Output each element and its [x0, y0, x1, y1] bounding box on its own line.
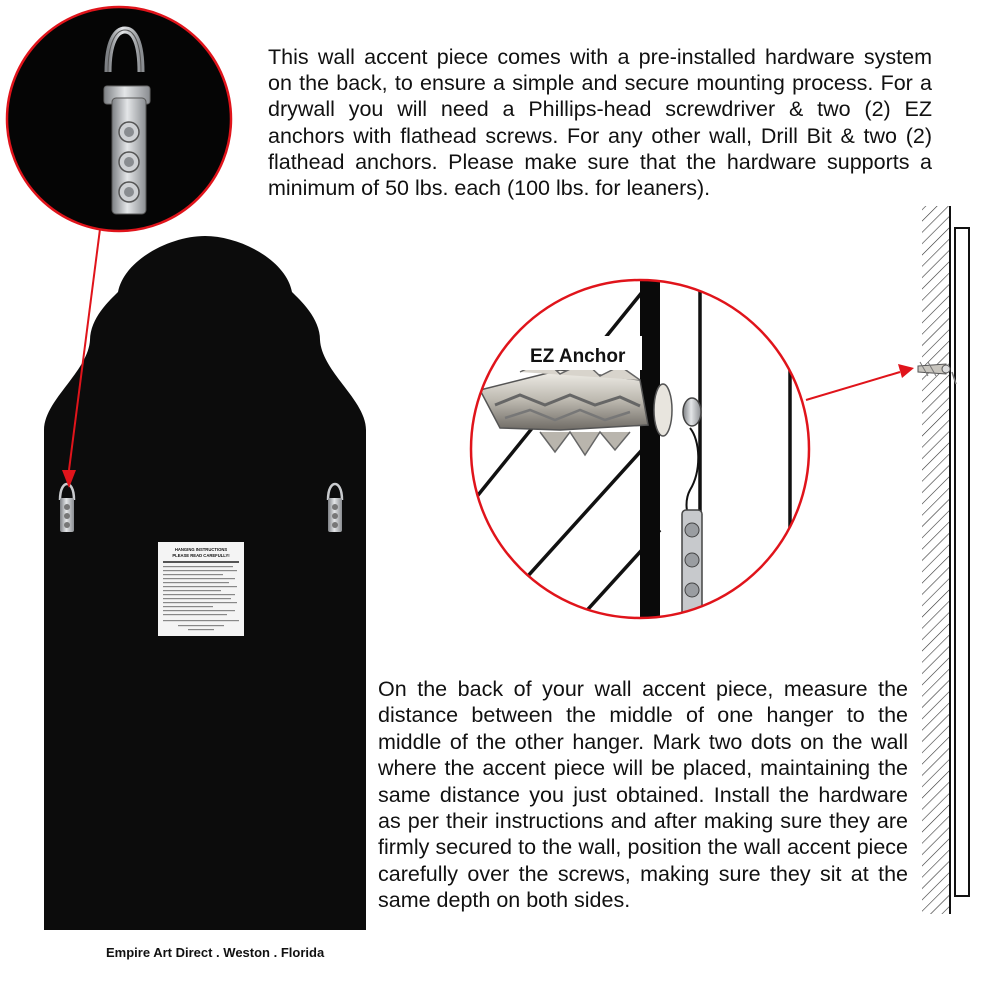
state-name: Florida — [280, 945, 325, 960]
footer-separator: . — [212, 945, 224, 960]
callout-arrow-right — [806, 364, 914, 400]
footer-separator: . — [270, 945, 281, 960]
anchor-detail-hanger-icon — [682, 510, 702, 620]
intro-paragraph: This wall accent piece comes with a pre-installed hardware system on the back, to ensure a simple and secure mounting process. For a drywall you will need a Phillips-head screwdriver & two (2) EZ anchors with flathead screws. For any other wall, Drill Bit & two (2) flathead anchors. Please make sure that the hardware supports a minimum of 50 lbs. each (100 lbs. for leaners). — [268, 45, 932, 201]
anchor-detail-circle — [470, 270, 809, 640]
company-name: Empire Art Direct — [106, 945, 213, 960]
hanging-instructions-label — [158, 542, 244, 636]
city-name: Weston — [223, 945, 270, 960]
label-title: HANGING INSTRUCTIONS — [174, 547, 228, 552]
wall-side-view — [918, 206, 969, 914]
arrow-head-icon — [898, 364, 914, 378]
label-subtitle: PLEASE READ CAREFULLY! — [172, 553, 230, 558]
hanger-detail-circle — [7, 7, 231, 231]
footer-company — [106, 945, 324, 960]
mounting-steps-paragraph: On the back of your wall accent piece, measure the distance between the middle of one hanger to the middle of the other hanger. Mark two dots on the wall where the accent piece will be placed, maintaining the same distance you just obtained. Install the hardware as per their instructions and after making sure they are firmly secured to the wall, position the wall accent piece carefully over the screws, making sure they sit at the same depth on both sides. — [378, 677, 908, 913]
ez-anchor-label: EZ Anchor — [530, 346, 626, 367]
